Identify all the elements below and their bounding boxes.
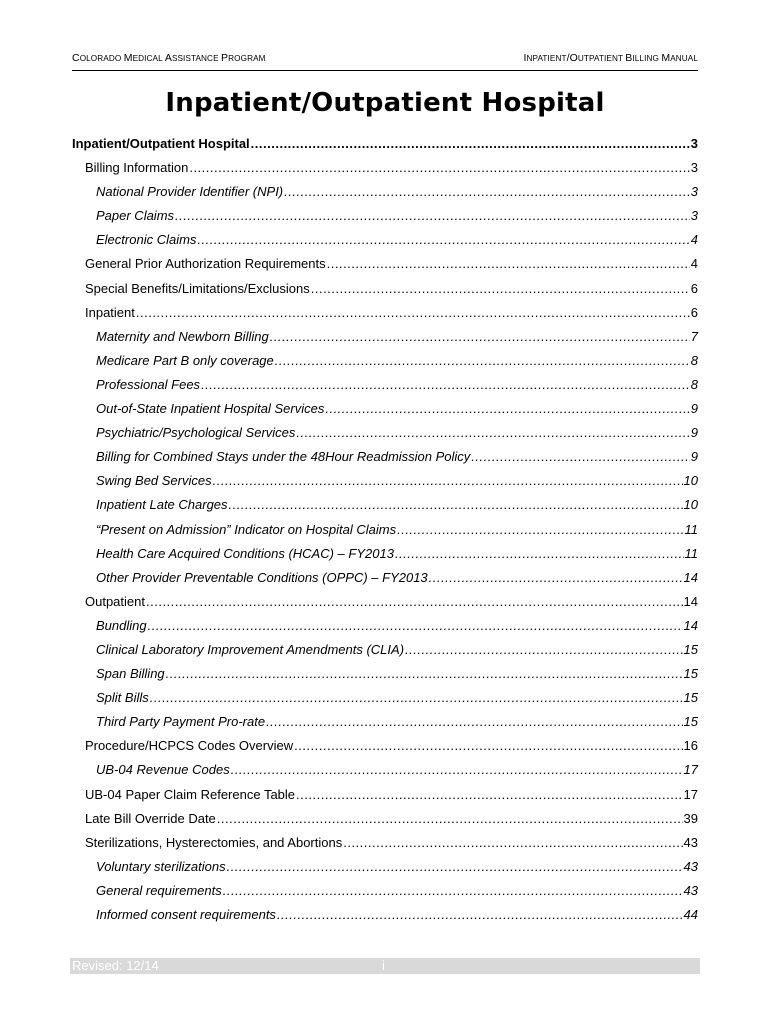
toc-entry-label: Inpatient: [85, 304, 135, 320]
header-text-fragment: M: [123, 52, 133, 64]
toc-entry[interactable]: [72, 907, 698, 931]
toc-entry[interactable]: [72, 666, 698, 690]
toc-entry-page-number: 10: [683, 473, 698, 489]
header-text-fragment: M: [661, 52, 671, 64]
toc-entry-label: Other Provider Preventable Conditions (OPPC) – FY2013: [96, 569, 428, 585]
toc-dot-leader: [429, 570, 683, 585]
toc-entry-label: Split Bills: [96, 690, 149, 706]
toc-entry[interactable]: [72, 690, 698, 714]
toc-entry[interactable]: [72, 835, 698, 859]
toc-entry[interactable]: [72, 859, 698, 883]
toc-entry[interactable]: [72, 546, 698, 570]
toc-dot-leader: [189, 160, 689, 175]
toc-dot-leader: [150, 690, 683, 705]
header-text-fragment: OLORADO: [79, 54, 124, 63]
toc-dot-leader: [296, 425, 689, 440]
toc-entry-page-number: 14: [683, 617, 698, 633]
toc-entry[interactable]: [72, 256, 698, 280]
toc-entry-label: Informed consent requirements: [96, 907, 276, 922]
toc-dot-leader: [175, 208, 690, 223]
toc-entry[interactable]: [72, 425, 698, 449]
toc-entry-label: Clinical Laboratory Improvement Amendments (CLIA): [96, 641, 405, 657]
toc-entry-page-number: 9: [690, 401, 698, 417]
toc-entry-label: Professional Fees: [96, 376, 201, 392]
toc-dot-leader: [148, 618, 683, 633]
toc-entry-label: UB-04 Paper Claim Reference Table: [85, 786, 296, 802]
toc-entry[interactable]: [72, 449, 698, 473]
toc-entry-label: Billing Information: [85, 160, 189, 176]
toc-entry-label: Out-of-State Inpatient Hospital Services: [96, 401, 325, 417]
toc-entry-page-number: 7: [690, 328, 698, 344]
header-text-fragment: EDICAL: [132, 54, 165, 63]
toc-entry-label: Special Benefits/Limitations/Exclusions: [85, 280, 310, 296]
toc-entry-page-number: 14: [683, 569, 698, 585]
toc-dot-leader: [327, 256, 690, 271]
toc-entry-label: General requirements: [96, 882, 222, 898]
toc-dot-leader: [136, 305, 690, 320]
toc-entry-label: National Provider Identifier (NPI): [96, 184, 284, 200]
toc-entry-page-number: 43: [683, 834, 698, 850]
toc-entry-label: Bundling: [96, 617, 147, 633]
toc-entry[interactable]: [72, 305, 698, 329]
toc-dot-leader: [146, 594, 683, 609]
toc-entry-page-number: 14: [683, 593, 698, 609]
toc-entry-page-number: 16: [683, 738, 698, 754]
toc-entry-page-number: 6: [690, 304, 698, 320]
toc-dot-leader: [284, 184, 690, 199]
toc-entry-page-number: 3: [690, 160, 698, 176]
toc-dot-leader: [405, 642, 683, 657]
toc-dot-leader: [166, 666, 683, 681]
toc-entry-label: Third Party Payment Pro-rate: [96, 714, 266, 730]
header-manual-name: [523, 52, 698, 64]
toc-entry[interactable]: [72, 594, 698, 618]
toc-entry-label: Inpatient Late Charges: [96, 497, 228, 513]
toc-entry-page-number: 6: [690, 280, 698, 296]
toc-entry-page-number: 15: [683, 666, 698, 682]
header-text-fragment: NPATIENT: [526, 54, 567, 63]
header-text-fragment: /O: [566, 52, 578, 64]
toc-entry[interactable]: [72, 883, 698, 907]
toc-entry-page-number: 4: [690, 256, 698, 272]
toc-entry-page-number: 43: [683, 858, 698, 874]
header-program-name: [72, 52, 266, 64]
toc-dot-leader: [277, 907, 683, 922]
toc-entry-page-number: 17: [683, 786, 698, 802]
toc-entry-label: Late Bill Override Date: [85, 810, 216, 826]
toc-entry-page-number: 4: [690, 232, 698, 248]
toc-entry-page-number: 8: [690, 376, 698, 392]
toc-entry-label: Paper Claims: [96, 208, 175, 224]
toc-dot-leader: [229, 497, 683, 512]
toc-entry-label: General Prior Authorization Requirements: [85, 256, 326, 272]
toc-entry-label: Electronic Claims: [96, 232, 197, 248]
toc-entry-label: Maternity and Newborn Billing: [96, 328, 269, 344]
toc-entry-page-number: 15: [683, 641, 698, 657]
toc-entry[interactable]: [72, 522, 698, 546]
toc-dot-leader: [397, 522, 683, 537]
toc-dot-leader: [213, 473, 683, 488]
footer-page-number: i: [382, 958, 385, 973]
table-of-contents: [72, 136, 698, 931]
toc-dot-leader: [311, 281, 690, 296]
toc-entry-page-number: 3: [690, 136, 698, 151]
toc-entry-page-number: 17: [683, 762, 698, 778]
toc-entry[interactable]: [72, 618, 698, 642]
toc-entry-label: Psychiatric/Psychological Services: [96, 425, 296, 441]
header-text-fragment: ROGRAM: [228, 54, 266, 63]
toc-entry[interactable]: [72, 787, 698, 811]
toc-entry[interactable]: [72, 377, 698, 401]
header-text-fragment: B: [625, 52, 633, 64]
toc-dot-leader: [227, 859, 683, 874]
toc-entry-label: Procedure/HCPCS Codes Overview: [85, 738, 294, 754]
toc-entry-label: Voluntary sterilizations: [96, 858, 226, 874]
toc-entry[interactable]: [72, 401, 698, 425]
toc-entry-label: UB-04 Revenue Codes: [96, 762, 230, 778]
toc-entry[interactable]: [72, 497, 698, 521]
toc-dot-leader: [343, 835, 682, 850]
toc-entry[interactable]: [72, 208, 698, 232]
toc-entry-label: Span Billing: [96, 666, 165, 682]
toc-dot-leader: [251, 136, 690, 151]
toc-dot-leader: [275, 353, 690, 368]
toc-dot-leader: [294, 738, 682, 753]
toc-entry-label: Swing Bed Services: [96, 473, 212, 489]
toc-dot-leader: [217, 811, 683, 826]
toc-entry-page-number: 10: [683, 497, 698, 513]
toc-entry[interactable]: [72, 329, 698, 353]
toc-entry-page-number: 44: [683, 907, 698, 922]
toc-entry-label: “Present on Admission” Indicator on Hospital Claims: [96, 521, 397, 537]
page-title: Inpatient/Outpatient Hospital: [165, 88, 605, 118]
toc-entry[interactable]: [72, 738, 698, 762]
header-text-fragment: ANUAL: [670, 54, 698, 63]
header-text-fragment: SSISTANCE: [171, 54, 222, 63]
toc-entry-page-number: 9: [690, 425, 698, 441]
toc-entry[interactable]: [72, 184, 698, 208]
toc-entry[interactable]: [72, 136, 698, 160]
toc-entry-page-number: 15: [683, 714, 698, 730]
toc-dot-leader: [325, 401, 689, 416]
toc-entry[interactable]: [72, 811, 698, 835]
toc-entry[interactable]: [72, 160, 698, 184]
header-text-fragment: C: [72, 52, 80, 64]
header-text-fragment: A: [164, 52, 172, 64]
toc-dot-leader: [296, 787, 683, 802]
toc-entry-page-number: 43: [683, 882, 698, 898]
toc-entry-label: Health Care Acquired Conditions (HCAC) – FY2013: [96, 545, 394, 561]
toc-dot-leader: [197, 232, 689, 247]
toc-entry[interactable]: [72, 714, 698, 738]
toc-entry-label: Outpatient: [85, 593, 145, 609]
revised-date: Revised: 12/14: [72, 958, 159, 973]
toc-dot-leader: [266, 714, 682, 729]
toc-entry-page-number: 3: [690, 208, 698, 224]
toc-entry[interactable]: [72, 473, 698, 497]
toc-dot-leader: [201, 377, 690, 392]
header-text-fragment: ILLING: [632, 54, 662, 63]
header-text-fragment: UTPATIENT: [577, 54, 626, 63]
toc-dot-leader: [395, 546, 684, 561]
toc-dot-leader: [471, 449, 689, 464]
header-text-fragment: P: [221, 52, 229, 64]
toc-entry-label: Sterilizations, Hysterectomies, and Abortions: [85, 834, 343, 850]
toc-entry-label: Inpatient/Outpatient Hospital: [72, 136, 250, 151]
toc-entry[interactable]: [72, 281, 698, 305]
running-footer: [70, 958, 700, 974]
toc-entry-page-number: 9: [690, 449, 698, 465]
toc-entry[interactable]: [72, 762, 698, 786]
toc-entry-page-number: 11: [684, 545, 698, 561]
toc-entry-page-number: 11: [684, 521, 698, 537]
toc-entry-page-number: 3: [690, 184, 698, 200]
toc-entry-label: Medicare Part B only coverage: [96, 352, 274, 368]
toc-entry[interactable]: [72, 642, 698, 666]
toc-dot-leader: [223, 883, 683, 898]
toc-entry-page-number: 39: [683, 810, 698, 826]
toc-entry-label: Billing for Combined Stays under the 48Hour Readmission Policy: [96, 449, 471, 465]
toc-entry[interactable]: [72, 570, 698, 594]
toc-dot-leader: [231, 762, 683, 777]
toc-dot-leader: [270, 329, 690, 344]
toc-entry-page-number: 8: [690, 352, 698, 368]
toc-entry[interactable]: [72, 353, 698, 377]
toc-entry-page-number: 15: [683, 690, 698, 706]
toc-entry[interactable]: [72, 232, 698, 256]
header-text-fragment: I: [523, 52, 527, 64]
running-header: [72, 52, 698, 71]
